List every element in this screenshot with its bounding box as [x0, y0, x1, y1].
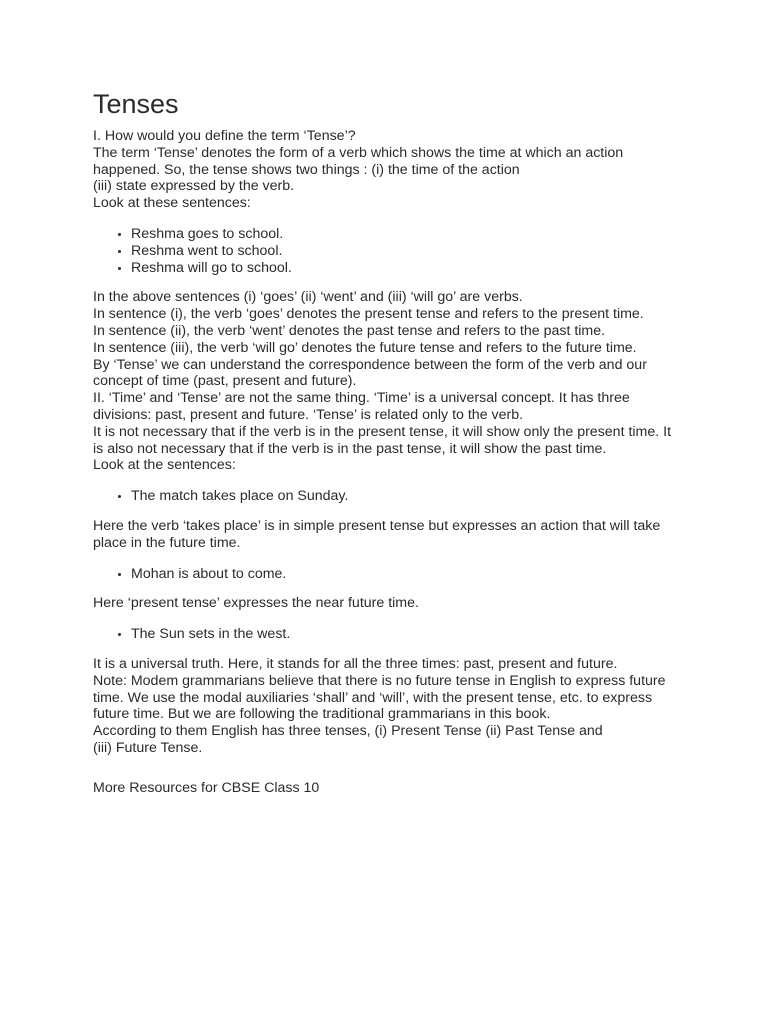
list-item: • Reshma will go to school.	[131, 260, 683, 277]
text-line: Look at the sentences:	[93, 457, 236, 474]
text-line: By ‘Tense’ we can understand the correspondence between the form of the verb and our concept of time (past, present and future).	[93, 356, 647, 390]
text-line: In sentence (ii), the verb ‘went’ denotes the past tense and refers to the past time.	[93, 322, 606, 339]
more-resources-link[interactable]: More Resources for CBSE Class 10	[93, 779, 320, 796]
text-line: It is not necessary that if the verb is in the present tense, it will show only the present time. It is also not necessary that if the verb is in the past tense, it will show the past time.	[93, 423, 672, 457]
intro-line: Look at these sentences:	[93, 195, 251, 212]
document-page	[93, 86, 683, 797]
conclusion-paragraph	[93, 656, 683, 757]
text-line: It is a universal truth. Here, it stands for all the three times: past, present and future.	[93, 655, 618, 672]
example-list-sun	[93, 626, 683, 643]
intro-line: I. How would you define the term ‘Tense’?	[93, 128, 356, 144]
text-line: Here the verb ‘takes place’ is in simple present tense but expresses an action that will take place in the future time.	[93, 517, 661, 551]
example-list-match	[93, 488, 683, 505]
list-item: • Mohan is about to come.	[131, 566, 683, 583]
text-line: Here ‘present tense’ expresses the near future time.	[93, 595, 419, 612]
explanation-paragraph	[93, 289, 683, 474]
list-item: • Reshma goes to school.	[131, 226, 683, 243]
text-line: In sentence (iii), the verb ‘will go’ denotes the future tense and refers to the future time.	[93, 339, 637, 356]
list-item: • Reshma went to school.	[131, 243, 683, 260]
text-line: In the above sentences (i) ‘goes’ (ii) ‘went’ and (iii) ‘will go’ are verbs.	[93, 289, 523, 306]
list-item: • The Sun sets in the west.	[131, 626, 683, 643]
explanation-paragraph	[93, 518, 683, 552]
intro-line: (iii) state expressed by the verb.	[93, 178, 295, 195]
example-list-reshma	[93, 226, 683, 276]
text-line: Note: Modem grammarians believe that there is no future tense in English to express future time. We use the modal auxiliaries ‘shall’ and ‘will’, with the present tense, etc. to express future time. But we are following the traditional grammarians in this book.	[93, 672, 666, 723]
text-line: II. ‘Time’ and ‘Tense’ are not the same thing. ‘Time’ is a universal concept. It has three divisions: past, present and future. ‘Tense’ is related only to the verb.	[93, 390, 630, 423]
text-line: According to them English has three tenses, (i) Present Tense (ii) Past Tense and	[93, 723, 603, 740]
text-line: In sentence (i), the verb ‘goes’ denotes the present tense and refers to the present time.	[93, 306, 644, 323]
explanation-paragraph	[93, 595, 683, 612]
intro-paragraph	[93, 128, 683, 212]
example-list-mohan	[93, 566, 683, 583]
text-line: (iii) Future Tense.	[93, 739, 203, 756]
list-item: • The match takes place on Sunday.	[131, 488, 683, 505]
page-title: Tenses	[93, 89, 179, 119]
intro-line: The term ‘Tense’ denotes the form of a verb which shows the time at which an action happened. So, the tense shows two things : (i) the time of the action	[93, 144, 624, 178]
